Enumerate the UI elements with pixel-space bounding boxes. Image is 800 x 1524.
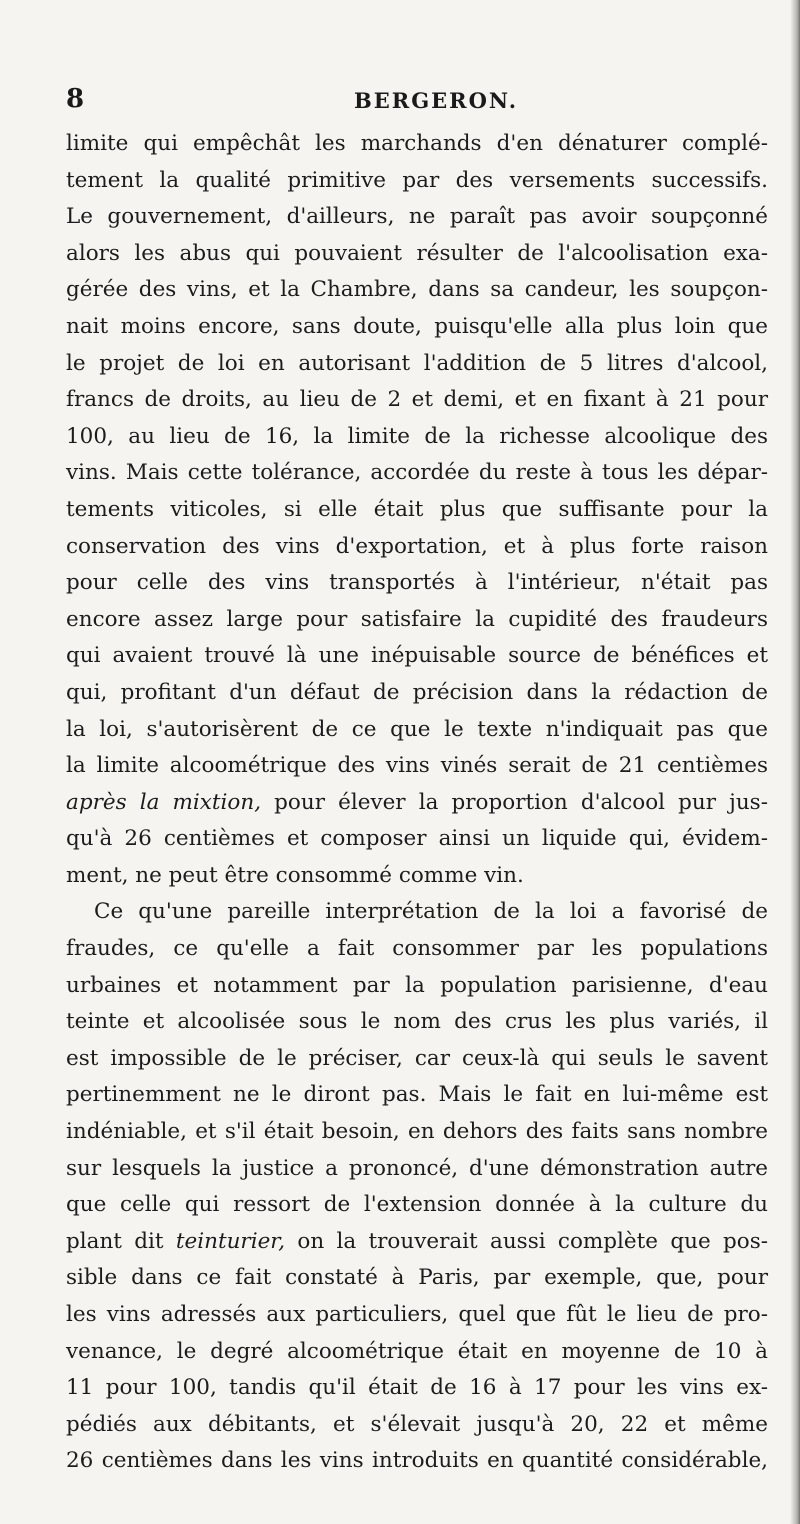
text-line-mixed <box>66 785 768 822</box>
paragraph-start-line: Ce qu'une pareille interprétation de la loi a favorisé de <box>94 899 768 925</box>
text-line: 26 centièmes dans les vins introduits en quantité considérable, <box>66 1448 768 1474</box>
text-line: le projet de loi en autorisant l'addition de 5 litres d'alcool, <box>66 350 768 376</box>
text-line: limite qui empêchât les marchands d'en dénaturer complé- <box>66 131 768 156</box>
text-line: 100, au lieu de 16, la limite de la richesse alcoolique des <box>66 423 768 449</box>
text-line: vins. Mais cette tolérance, accordée du reste à tous les dépar- <box>66 460 768 486</box>
page-number: 8 <box>66 84 85 114</box>
text-line: encore assez large pour satisfaire la cupidité des fraudeurs <box>66 606 768 632</box>
text-line: indéniable, et s'il était besoin, en dehors des faits sans nombre <box>66 1119 768 1145</box>
body-text <box>66 126 768 1480</box>
text-line: urbaines et notamment par la population parisienne, d'eau <box>66 972 768 998</box>
text-line: pour celle des vins transportés à l'intérieur, n'était pas <box>66 570 768 596</box>
text-line: venance, le degré alcoométrique était en moyenne de 10 à <box>66 1338 768 1364</box>
text-line: alors les abus qui pouvaient résulter de l'alcoolisation exa- <box>66 240 768 266</box>
text-line: nait moins encore, sans doute, puisqu'elle alla plus loin que <box>66 313 768 339</box>
running-title: BERGERON. <box>354 88 519 113</box>
italic-phrase: après la mixtion, <box>66 789 262 815</box>
text-line: pédiés aux débitants, et s'élevait jusqu'à 20, 22 et même <box>66 1411 768 1437</box>
text-line: tements viticoles, si elle était plus que suffisante pour la <box>66 496 768 522</box>
italic-word: teinturier, <box>175 1228 286 1254</box>
running-head <box>66 84 766 114</box>
text-line: qui, profitant d'un défaut de précision dans la rédaction de <box>66 679 768 705</box>
text-line: conservation des vins d'exportation, et à plus forte raison <box>66 533 768 559</box>
text-line: teinte et alcoolisée sous le nom des crus les plus variés, il <box>66 1009 768 1035</box>
text-line: la loi, s'autorisèrent de ce que le texte n'indiquait pas que <box>66 716 768 742</box>
text-line: fraudes, ce qu'elle a fait consommer par les populations <box>66 936 768 962</box>
text-line: sur lesquels la justice a prononcé, d'une démonstration autre <box>66 1155 768 1181</box>
text-line-mixed <box>66 1224 768 1261</box>
text-line: pertinemment ne le diront pas. Mais le fait en lui-même est <box>66 1082 768 1108</box>
text-line: la limite alcoométrique des vins vinés serait de 21 centièmes <box>66 753 768 779</box>
text-line: Le gouvernement, d'ailleurs, ne paraît pas avoir soupçonné <box>66 204 768 230</box>
text-line: tement la qualité primitive par des versements successifs. <box>66 167 768 193</box>
page-edge-shadow <box>790 0 800 1524</box>
text-line: sible dans ce fait constaté à Paris, par exemple, que, pour <box>66 1265 768 1291</box>
text-segment: plant dit <box>66 1228 176 1254</box>
text-line: gérée des vins, et la Chambre, dans sa candeur, les soupçon- <box>66 277 768 303</box>
text-line: 11 pour 100, tandis qu'il était de 16 à 17 pour les vins ex- <box>66 1375 768 1401</box>
text-segment: on la trouverait aussi complète que pos- <box>285 1228 768 1254</box>
text-segment: pour élever la proportion d'alcool pur jus- <box>261 789 768 815</box>
text-line: qu'à 26 centièmes et composer ainsi un liquide qui, évidem- <box>66 826 768 852</box>
text-line: qui avaient trouvé là une inépuisable source de bénéfices et <box>66 643 768 669</box>
text-line: que celle qui ressort de l'extension donnée à la culture du <box>66 1192 768 1218</box>
text-line: est impossible de le préciser, car ceux-là qui seuls le savent <box>66 1045 768 1071</box>
text-line: francs de droits, au lieu de 2 et demi, et en fixant à 21 pour <box>66 387 768 413</box>
text-line: les vins adressés aux particuliers, quel que fût le lieu de pro- <box>66 1302 768 1327</box>
text-line: ment, ne peut être consommé comme vin. <box>66 862 524 888</box>
